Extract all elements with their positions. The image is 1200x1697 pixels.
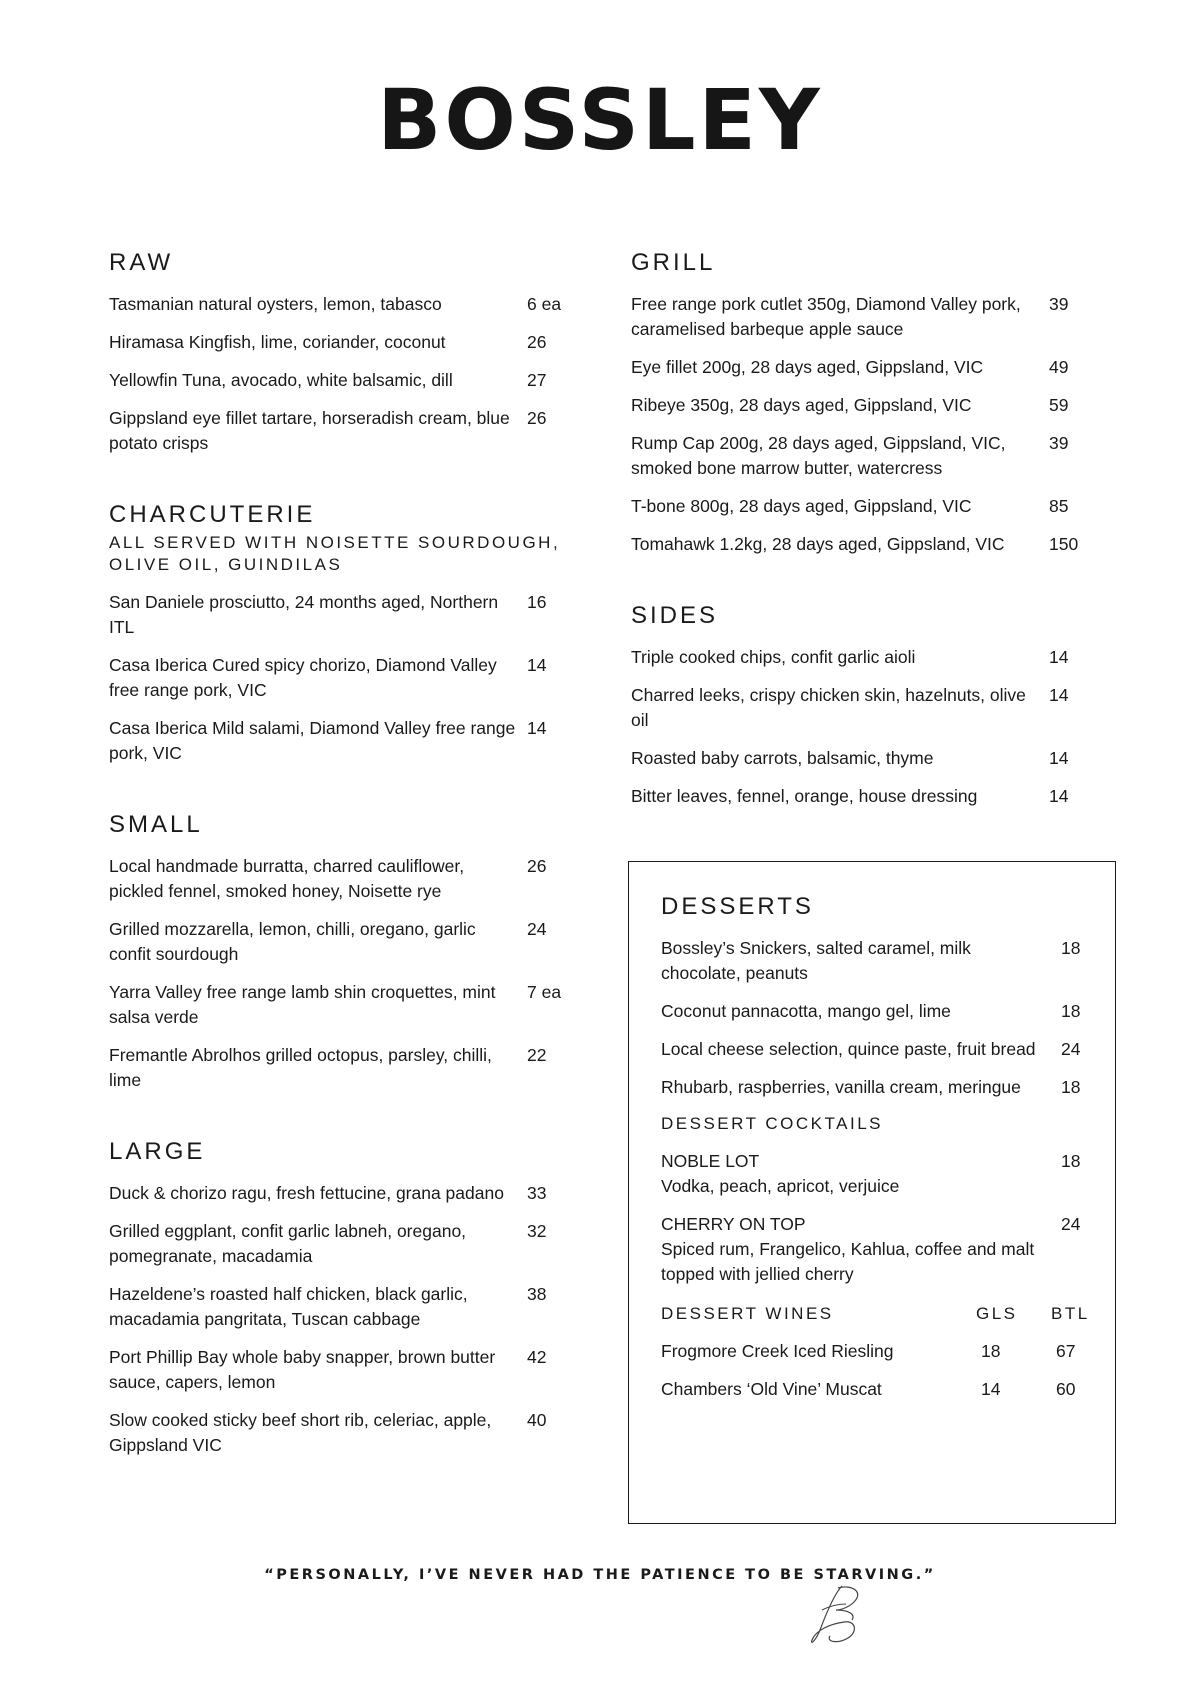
menu-item <box>109 1282 579 1332</box>
menu-item <box>631 393 1101 418</box>
section-title-desserts: DESSERTS <box>661 893 814 920</box>
menu-item <box>661 936 1115 986</box>
menu-item-name: Eye fillet 200g, 28 days aged, Gippsland, VIC <box>631 357 984 377</box>
section-title-small: SMALL <box>109 811 203 838</box>
menu-item-name: Hiramasa Kingfish, lime, coriander, coconut <box>109 332 446 352</box>
menu-item <box>631 494 1101 519</box>
menu-item-price: 14 <box>1049 647 1069 667</box>
wine-row <box>661 1339 1115 1364</box>
menu-item-price: 18 <box>1061 938 1081 958</box>
menu-item-price: 14 <box>1049 748 1069 768</box>
menu-item <box>109 980 579 1030</box>
menu-item-name: San Daniele prosciutto, 24 months aged, Northern ITL <box>109 592 499 637</box>
menu-item-name: Tomahawk 1.2kg, 28 days aged, Gippsland, VIC <box>631 534 1005 554</box>
dessert-wines-header <box>661 1303 1115 1325</box>
menu-item <box>109 1345 579 1395</box>
menu-item <box>109 854 579 904</box>
section-title-charcuterie: CHARCUTERIE <box>109 501 316 528</box>
menu-item-name: Rhubarb, raspberries, vanilla cream, meringue <box>661 1077 1021 1097</box>
menu-item <box>661 1075 1115 1100</box>
signature-b-icon <box>808 1580 868 1650</box>
menu-item <box>631 784 1101 809</box>
menu-item-name: Grilled mozzarella, lemon, chilli, oregano, garlic confit sourdough <box>109 919 476 964</box>
section-sides <box>631 601 1101 809</box>
menu-item-name: Slow cooked sticky beef short rib, celeriac, apple, Gippsland VIC <box>109 1410 492 1455</box>
menu-item-name: Yellowfin Tuna, avocado, white balsamic, dill <box>109 370 453 390</box>
cocktail-description: Spiced rum, Frangelico, Kahlua, coffee and malt topped with jellied cherry <box>661 1239 1035 1284</box>
menu-left-column <box>109 248 579 1502</box>
gls-column-label: GLS <box>976 1304 1018 1323</box>
menu-item-price: 18 <box>1061 1077 1081 1097</box>
section-note-charcuterie: ALL SERVED WITH NOISETTE SOURDOUGH, OLIVE OIL, GUINDILAS <box>109 533 561 574</box>
menu-item <box>109 1043 579 1093</box>
menu-item <box>631 355 1101 380</box>
cocktail-name: NOBLE LOT <box>661 1151 760 1171</box>
wine-name: Chambers ‘Old Vine’ Muscat <box>661 1379 882 1399</box>
menu-item-price: 26 <box>527 856 547 876</box>
menu-item <box>109 917 579 967</box>
wine-bottle-price: 67 <box>1056 1341 1076 1361</box>
menu-item-name: Charred leeks, crispy chicken skin, hazelnuts, olive oil <box>631 685 1026 730</box>
menu-item-price: 27 <box>527 370 547 390</box>
menu-item-price: 33 <box>527 1183 547 1203</box>
menu-right-column <box>631 248 1101 853</box>
menu-item <box>109 716 579 766</box>
menu-item <box>109 406 579 456</box>
wine-name: Frogmore Creek Iced Riesling <box>661 1341 894 1361</box>
section-small <box>109 810 579 1093</box>
menu-item-price: 22 <box>527 1045 547 1065</box>
menu-item <box>661 1037 1115 1062</box>
menu-item-price: 14 <box>1049 786 1069 806</box>
menu-item-price: 85 <box>1049 496 1069 516</box>
menu-item-name: Gippsland eye fillet tartare, horseradish cream, blue potato crisps <box>109 408 510 453</box>
menu-item <box>631 746 1101 771</box>
menu-item-name: Port Phillip Bay whole baby snapper, brown butter sauce, capers, lemon <box>109 1347 496 1392</box>
section-raw <box>109 248 579 456</box>
menu-item-name: Free range pork cutlet 350g, Diamond Valley pork, caramelised barbeque apple sauce <box>631 294 1021 339</box>
desserts-panel <box>628 861 1116 1524</box>
menu-item <box>631 683 1101 733</box>
section-title-grill: GRILL <box>631 249 716 276</box>
menu-item <box>631 645 1101 670</box>
menu-item <box>109 1408 579 1458</box>
dessert-wines-title: DESSERT WINES <box>661 1304 834 1323</box>
menu-item <box>661 999 1115 1024</box>
section-grill <box>631 248 1101 557</box>
wine-row <box>661 1377 1115 1402</box>
footer-quote: “PERSONALLY, I’VE NEVER HAD THE PATIENCE TO BE STARVING.” <box>264 1567 936 1583</box>
section-title-sides: SIDES <box>631 602 719 629</box>
menu-item-price: 18 <box>1061 1001 1081 1021</box>
menu-item-price: 39 <box>1049 294 1069 314</box>
menu-item-price: 49 <box>1049 357 1069 377</box>
menu-item-name: Ribeye 350g, 28 days aged, Gippsland, VIC <box>631 395 972 415</box>
menu-item-name: Coconut pannacotta, mango gel, lime <box>661 1001 951 1021</box>
menu-item-price: 38 <box>527 1284 547 1304</box>
menu-item-name: Local handmade burratta, charred cauliflower, pickled fennel, smoked honey, Noisette rye <box>109 856 465 901</box>
section-charcuterie <box>109 500 579 766</box>
menu-item-name: Local cheese selection, quince paste, fruit bread <box>661 1039 1036 1059</box>
cocktail-text <box>661 1212 1061 1287</box>
menu-item <box>109 292 579 317</box>
menu-item-name: Rump Cap 200g, 28 days aged, Gippsland, VIC, smoked bone marrow butter, watercress <box>631 433 1006 478</box>
menu-item-name: Bitter leaves, fennel, orange, house dressing <box>631 786 978 806</box>
menu-item-name: Bossley’s Snickers, salted caramel, milk chocolate, peanuts <box>661 938 971 983</box>
menu-item-price: 42 <box>527 1347 547 1367</box>
menu-item-name: Tasmanian natural oysters, lemon, tabasco <box>109 294 442 314</box>
menu-item <box>109 368 579 393</box>
menu-item-price: 24 <box>527 919 547 939</box>
menu-item-name: Triple cooked chips, confit garlic aioli <box>631 647 916 667</box>
menu-item-name: Hazeldene’s roasted half chicken, black garlic, macadamia pangritata, Tuscan cabbage <box>109 1284 468 1329</box>
restaurant-logo: BOSSLEY <box>377 71 823 169</box>
cocktail-price: 18 <box>1061 1151 1081 1171</box>
menu-item-name: Roasted baby carrots, balsamic, thyme <box>631 748 934 768</box>
menu-item-name: Fremantle Abrolhos grilled octopus, parsley, chilli, lime <box>109 1045 492 1090</box>
menu-item-price: 40 <box>527 1410 547 1430</box>
menu-item <box>109 330 579 355</box>
cocktail-price: 24 <box>1061 1214 1081 1234</box>
section-large <box>109 1137 579 1458</box>
menu-item-price: 6 ea <box>527 294 562 314</box>
wine-glass-price: 18 <box>981 1341 1001 1361</box>
menu-item-name: Casa Iberica Mild salami, Diamond Valley free range pork, VIC <box>109 718 516 763</box>
menu-item <box>109 1181 579 1206</box>
menu-item <box>631 292 1101 342</box>
cocktail-item <box>661 1212 1115 1287</box>
menu-item-price: 14 <box>527 655 547 675</box>
menu-item-price: 24 <box>1061 1039 1081 1059</box>
dessert-cocktails-title: DESSERT COCKTAILS <box>661 1114 883 1133</box>
wine-bottle-price: 60 <box>1056 1379 1076 1399</box>
menu-item-price: 32 <box>527 1221 547 1241</box>
menu-item-price: 14 <box>527 718 547 738</box>
cocktail-text <box>661 1149 1061 1199</box>
section-title-large: LARGE <box>109 1138 206 1165</box>
menu-item-price: 16 <box>527 592 547 612</box>
menu-item-price: 14 <box>1049 685 1069 705</box>
cocktail-description: Vodka, peach, apricot, verjuice <box>661 1176 900 1196</box>
menu-item-price: 59 <box>1049 395 1069 415</box>
menu-item <box>109 653 579 703</box>
menu-item-name: Casa Iberica Cured spicy chorizo, Diamond Valley free range pork, VIC <box>109 655 497 700</box>
menu-item-name: Yarra Valley free range lamb shin croquettes, mint salsa verde <box>109 982 496 1027</box>
wine-glass-price: 14 <box>981 1379 1001 1399</box>
menu-item-name: Duck & chorizo ragu, fresh fettucine, grana padano <box>109 1183 504 1203</box>
menu-item <box>109 1219 579 1269</box>
cocktail-name: CHERRY ON TOP <box>661 1214 806 1234</box>
menu-item-price: 39 <box>1049 433 1069 453</box>
cocktail-item <box>661 1149 1115 1199</box>
menu-item-name: Grilled eggplant, confit garlic labneh, oregano, pomegranate, macadamia <box>109 1221 467 1266</box>
menu-item-price: 7 ea <box>527 982 562 1002</box>
menu-item-name: T-bone 800g, 28 days aged, Gippsland, VIC <box>631 496 972 516</box>
menu-item <box>631 431 1101 481</box>
menu-item-price: 26 <box>527 408 547 428</box>
menu-item <box>109 590 579 640</box>
menu-item <box>631 532 1101 557</box>
menu-item-price: 26 <box>527 332 547 352</box>
btl-column-label: BTL <box>1051 1304 1090 1323</box>
menu-item-price: 150 <box>1049 534 1079 554</box>
section-title-raw: RAW <box>109 249 174 276</box>
